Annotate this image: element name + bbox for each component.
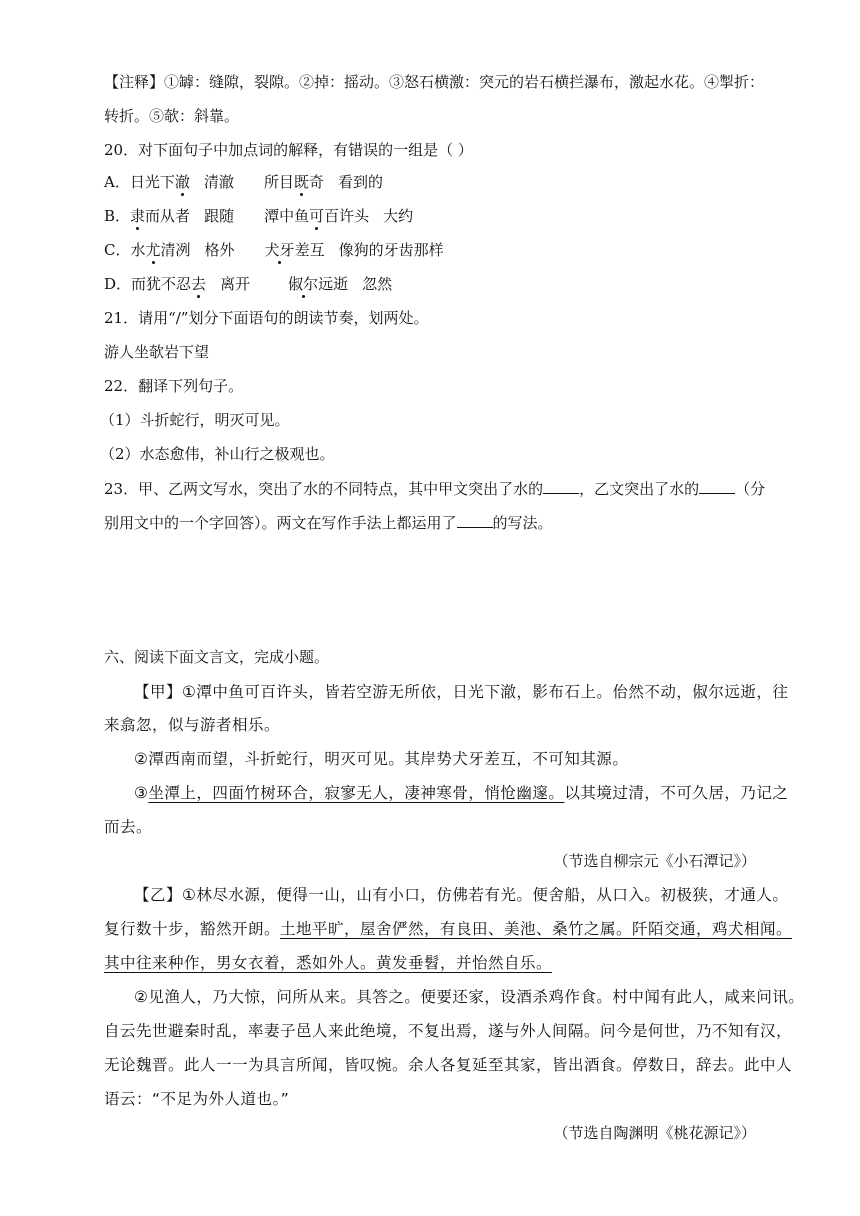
option-text: 水: [130, 241, 146, 259]
q22-item-2: （2）水态愈伟，补山行之极观也。: [100, 445, 335, 463]
q20-option-b: [104, 205, 413, 227]
option-text: 而犹不忍: [131, 275, 192, 293]
option-text: 远逝: [318, 275, 349, 293]
option-text: 清冽: [160, 241, 191, 259]
dotted-word: 隶: [130, 207, 146, 225]
option-label: C．: [104, 241, 131, 259]
dotted-word: 可: [309, 207, 325, 225]
passage-text: 以其境过清，不可久居，乃记之: [564, 784, 789, 802]
q21-sentence: 游人坐欹岩下望: [104, 343, 210, 361]
underlined-sentence: 坐潭上，四面竹树环合，寂寥无人，凄神寒骨，悄怆幽邃。: [148, 784, 565, 802]
option-meaning: 离开: [220, 275, 251, 293]
option-meaning: 格外: [204, 241, 235, 259]
q20-option-a: [104, 171, 383, 193]
jia-p1-line-1: 【甲】①潭中鱼可百许头，皆若空游无所依，日光下澈，影布石上。佁然不动，俶尔远逝，往: [134, 683, 789, 701]
option-meaning: 清澈: [203, 173, 234, 191]
paragraph-number: ③: [134, 784, 149, 802]
q21-stem: 21．请用“/”划分下面语句的朗读节奏，划两处。: [104, 309, 429, 327]
note-line-2: 转折。⑤欹：斜靠。: [104, 107, 240, 125]
yi-p2-line-4: 语云：“不足为外人道也。”: [104, 1090, 290, 1108]
dotted-word: 尤: [145, 241, 161, 259]
q23-line-2: [104, 512, 553, 534]
answer-blank[interactable]: [457, 512, 493, 528]
q20-stem: 20．对下面句子中加点词的解释，有错误的一组是（ ）: [104, 141, 473, 159]
option-text: 潭中鱼: [264, 207, 310, 225]
section-6-heading: 六、阅读下面文言文，完成小题。: [104, 648, 330, 666]
option-label: A．: [104, 173, 130, 191]
q23-text: （分: [735, 480, 766, 498]
jia-p3-line-2: 而去。: [104, 818, 153, 836]
q23-line-1: [104, 478, 765, 500]
option-meaning: 大约: [383, 207, 414, 225]
underlined-sentence: 土地平旷，屋舍俨然，有良田、美池、桑竹之属。阡陌交通，鸡犬相闻。: [280, 920, 793, 938]
yi-source: （节选自陶渊明《桃花源记》）: [553, 1124, 756, 1142]
q23-text: 23．甲、乙两文写水，突出了水的不同特点，其中甲文突出了水的: [104, 480, 544, 498]
q20-option-d: [104, 273, 392, 295]
option-meaning: 忽然: [362, 275, 393, 293]
dotted-word: 澈: [174, 173, 190, 191]
option-meaning: 看到的: [337, 173, 383, 191]
q22-item-1: （1）斗折蛇行，明灭可见。: [100, 411, 290, 429]
yi-p2-line-3: 无论魏晋。此人一一为具言所闻，皆叹惋。余人各复延至其家，皆出酒食。停数日，辞去。此中人: [104, 1056, 793, 1074]
jia-p1-line-2: 来翕忽，似与游者相乐。: [104, 716, 281, 734]
yi-p1-line-3: 其中往来种作，男女衣着，悉如外人。黄发垂髫，并怡然自乐。: [104, 954, 553, 972]
q23-text: 别用文中的一个字回答）。两文在写作手法上都运用了: [104, 514, 457, 532]
dotted-word: 去: [191, 275, 207, 293]
option-text: 奇: [308, 173, 324, 191]
yi-p1-line-2: [104, 918, 792, 940]
option-text: 差互: [294, 241, 325, 259]
answer-blank[interactable]: [699, 478, 735, 494]
jia-p2: ②潭西南而望，斗折蛇行，明灭可见。其岸势犬牙差互，不可知其源。: [134, 750, 629, 768]
option-label: B．: [104, 207, 131, 225]
option-text: 日光下: [129, 173, 175, 191]
option-text: 而从者: [145, 207, 191, 225]
option-meaning: 跟随: [204, 207, 235, 225]
passage-text: 复行数十步，豁然开朗。: [104, 920, 281, 938]
answer-blank[interactable]: [543, 478, 579, 494]
jia-source: （节选自柳宗元《小石潭记》）: [553, 852, 756, 870]
q23-text: ，乙文突出了水的: [579, 480, 700, 498]
q22-stem: 22．翻译下列句子。: [104, 377, 244, 395]
q23-text: 的写法。: [492, 514, 553, 532]
option-text: 百许头: [324, 207, 370, 225]
yi-p1-line-1: 【乙】①林尽水源，便得一山，山有小口，仿佛若有光。便舍船，从口入。初极狭，才通人。: [134, 886, 789, 904]
option-meaning: 像狗的牙齿那样: [338, 241, 444, 259]
yi-p2-line-2: 自云先世避秦时乱，率妻子邑人来此绝境，不复出焉，遂与外人间隔。问今是何世，乃不知有汉，: [104, 1022, 793, 1040]
option-label: D．: [104, 275, 132, 293]
note-line-1: 【注释】①罅：缝隙，裂隙。②掉：摇动。③怒石横激：突元的岩石横拦瀑布，激起水花。④掣折：: [104, 73, 765, 91]
option-text: 所目: [263, 173, 294, 191]
dotted-word: 俶尔: [288, 275, 319, 293]
jia-p3-line-1: [134, 782, 788, 804]
dotted-word: 犬牙: [264, 241, 295, 259]
yi-p2-line-1: ②见渔人，乃大惊，问所从来。具答之。便要还家，设酒杀鸡作食。村中闻有此人，咸来问讯。: [134, 988, 805, 1006]
dotted-word: 既: [293, 173, 309, 191]
q20-option-c: [104, 239, 444, 261]
